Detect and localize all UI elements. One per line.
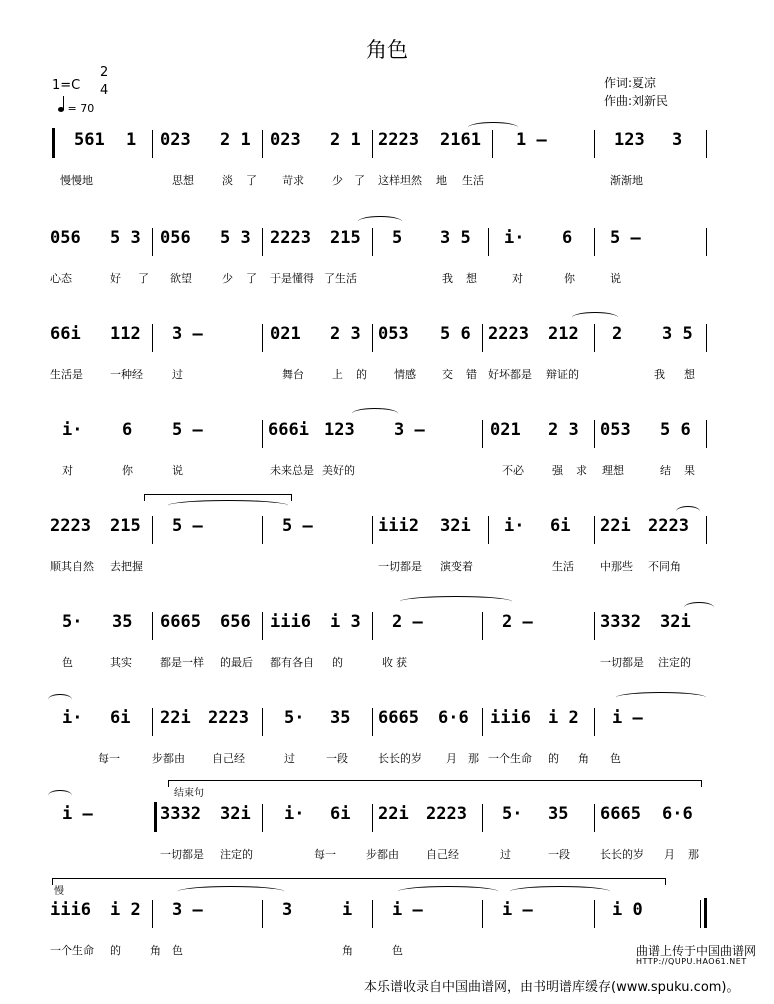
lyric: 生活是 — [50, 368, 83, 381]
lyric: 一个生命 — [50, 944, 94, 957]
note-group: i· — [62, 708, 83, 728]
lyric: 渐渐地 — [610, 174, 643, 187]
note-group: 5 – — [172, 420, 203, 440]
bar-line — [594, 228, 595, 256]
lyric: 地 — [436, 174, 447, 187]
bar-line — [262, 516, 263, 544]
lyric: 情感 — [394, 368, 416, 381]
lyric: 一段 — [548, 848, 570, 861]
note-group: 2223 — [378, 130, 419, 150]
lyric: 中那些 — [600, 560, 633, 573]
bar-line — [152, 130, 153, 158]
lyric: 注定的 — [220, 848, 253, 861]
lyric: 生活 — [552, 560, 574, 573]
note-group: 2223 — [488, 324, 529, 344]
lyric: 了 — [138, 272, 149, 285]
note-group: 5· — [62, 612, 83, 632]
lyric: 少 — [222, 272, 233, 285]
note-group: 2 – — [502, 612, 533, 632]
bar-line — [262, 804, 263, 832]
note-group: 3332 — [160, 804, 201, 824]
score-row-6 — [48, 610, 708, 690]
note-group: 215 — [330, 228, 361, 248]
note-group: 5· — [284, 708, 305, 728]
bar-line — [594, 708, 595, 736]
lyric: 步都由 — [366, 848, 399, 861]
lyric: 一切都是 — [600, 656, 644, 669]
note-group: 5 — [392, 228, 403, 248]
note-group: 2 1 — [330, 130, 361, 150]
composer: 作曲:刘新民 — [604, 94, 669, 108]
note-group: 22i — [378, 804, 409, 824]
note-group: 3 – — [172, 900, 203, 920]
lyric: 不必 — [502, 464, 524, 477]
note-group: 215 — [110, 516, 141, 536]
note-group: i – — [62, 804, 93, 824]
lyric: 好坏都是 — [488, 368, 532, 381]
lyric: 顺其自然 — [50, 560, 94, 573]
lyric: 演变着 — [440, 560, 473, 573]
note-group: 056 — [50, 228, 81, 248]
note-group: 32i — [660, 612, 691, 632]
note-group: 123 — [324, 420, 355, 440]
note-group: 1 — [126, 130, 137, 150]
lyric: 美好的 — [322, 464, 355, 477]
note-group: 1 – — [516, 130, 547, 150]
note-group: 5 – — [610, 228, 641, 248]
note-group: i· — [504, 516, 525, 536]
score-row-8 — [48, 788, 708, 882]
time-signature — [100, 64, 108, 100]
lyric: 的最后 — [220, 656, 253, 669]
note-group: 6 — [562, 228, 573, 248]
lyric: 过 — [172, 368, 183, 381]
key-signature: 1=C — [52, 78, 81, 93]
lyric: 我 — [654, 368, 665, 381]
bar-line — [372, 130, 373, 158]
score-row-2 — [48, 226, 708, 306]
bar-line — [488, 228, 489, 256]
bar-line — [488, 516, 489, 544]
note-group: 32i — [440, 516, 471, 536]
note-group: 112 — [110, 324, 141, 344]
lyric: 上 — [332, 368, 343, 381]
lyric: 角 — [150, 944, 161, 957]
time-top: 2 — [100, 65, 109, 80]
note-group: 3 5 — [662, 324, 693, 344]
lyric: 其实 — [110, 656, 132, 669]
bar-line — [482, 420, 483, 448]
lyric: 注定的 — [658, 656, 691, 669]
note-group: i – — [502, 900, 533, 920]
note-group: 2161 — [440, 130, 481, 150]
note-group: 3332 — [600, 612, 641, 632]
quarter-note-icon — [58, 107, 64, 112]
note-group: 023 — [270, 130, 301, 150]
note-group: 22i — [160, 708, 191, 728]
note-group: 6·6 — [438, 708, 469, 728]
note-group: 212 — [548, 324, 579, 344]
bar-line — [706, 324, 707, 352]
lyric: 那 — [468, 752, 479, 765]
note-group: 021 — [270, 324, 301, 344]
lyric: 去把握 — [110, 560, 143, 573]
slur — [510, 886, 610, 897]
bar-line — [152, 228, 153, 256]
lyric: 长长的岁 — [378, 752, 422, 765]
credits — [604, 74, 668, 110]
note-group: 6i — [110, 708, 131, 728]
lyric: 都有各自 — [270, 656, 314, 669]
bar-line — [594, 130, 595, 158]
lyric: 的 — [332, 656, 343, 669]
note-group: 2 — [612, 324, 623, 344]
bar-line — [482, 324, 483, 352]
lyric: 生活 — [462, 174, 484, 187]
bar-line — [372, 612, 373, 640]
note-group: 023 — [160, 130, 191, 150]
lyric: 你 — [122, 464, 133, 477]
slur — [168, 500, 288, 511]
bar-line — [594, 900, 595, 928]
bar-line — [706, 130, 707, 158]
lyric: 长长的岁 — [600, 848, 644, 861]
lyric: 过 — [500, 848, 511, 861]
bar-line — [372, 516, 373, 544]
lyric: 了 — [246, 272, 257, 285]
lyric: 的 — [356, 368, 367, 381]
note-group: i – — [612, 708, 643, 728]
lyric: 你 — [564, 272, 575, 285]
bar-line — [372, 228, 373, 256]
note-group: iii6 — [50, 900, 91, 920]
bar-line — [372, 804, 373, 832]
lyric: 强 — [552, 464, 563, 477]
slur — [616, 692, 706, 703]
bar-line — [262, 612, 263, 640]
lyric: 求 — [576, 464, 587, 477]
note-group: 66i — [50, 324, 81, 344]
slur — [468, 122, 518, 133]
lyric: 想 — [684, 368, 695, 381]
note-group: 053 — [600, 420, 631, 440]
lyric: 每一 — [314, 848, 336, 861]
lyric: 收 — [382, 656, 393, 669]
note-group: 2223 — [648, 516, 689, 536]
bar-line — [262, 130, 263, 158]
lyric: 角 — [578, 752, 589, 765]
note-group: 2223 — [50, 516, 91, 536]
bar-line — [706, 420, 707, 448]
lyric: 想 — [466, 272, 477, 285]
bar-line — [372, 324, 373, 352]
lyric: 交 — [442, 368, 453, 381]
lyric: 色 — [392, 944, 403, 957]
bar-line — [372, 708, 373, 736]
tempo-bracket — [52, 878, 666, 885]
lyric: 心态 — [50, 272, 72, 285]
note-group: 35 — [330, 708, 351, 728]
note-group: 3 – — [172, 324, 203, 344]
lyric: 的 — [548, 752, 559, 765]
note-group: 6·6 — [662, 804, 693, 824]
bar-line — [262, 420, 263, 448]
note-group: 656 — [220, 612, 251, 632]
note-group: 6665 — [378, 708, 419, 728]
lyric: 淡 — [222, 174, 233, 187]
lyric: 说 — [172, 464, 183, 477]
lyric: 月 — [446, 752, 457, 765]
lyric: 的 — [110, 944, 121, 957]
lyric: 色 — [62, 656, 73, 669]
score-row-5 — [48, 514, 708, 594]
note-group: i 2 — [110, 900, 141, 920]
note-group: 053 — [378, 324, 409, 344]
note-group: 5 6 — [660, 420, 691, 440]
bar-line — [594, 324, 595, 352]
bar-line — [262, 900, 263, 928]
lyric: 获 — [396, 656, 407, 669]
slur — [400, 596, 512, 607]
note-group: 5 3 — [110, 228, 141, 248]
lyric: 步都由 — [152, 752, 185, 765]
lyric: 了生活 — [324, 272, 357, 285]
bar-line — [152, 516, 153, 544]
bar-line — [706, 228, 707, 256]
note-group: 22i — [600, 516, 631, 536]
score-row-3 — [48, 322, 708, 402]
lyric: 慢慢地 — [60, 174, 93, 187]
repeat-start-bar — [154, 802, 157, 832]
tempo-marker: 慢 — [54, 886, 64, 897]
repeat-start-bar — [52, 128, 55, 158]
lyric: 了 — [354, 174, 365, 187]
site-url: HTTP://QUPU.HAO61.NET — [636, 957, 747, 966]
note-group: 123 — [614, 130, 645, 150]
lyric: 说 — [610, 272, 621, 285]
lyric: 都是一样 — [160, 656, 204, 669]
tempo-marking — [58, 102, 94, 115]
bar-line — [152, 708, 153, 736]
note-group: 2 3 — [548, 420, 579, 440]
note-group: 666i — [268, 420, 309, 440]
bar-line — [706, 516, 707, 544]
lyricist: 作词:夏凉 — [604, 76, 657, 90]
site-watermark: 曲谱上传于中国曲谱网 — [636, 944, 757, 958]
bar-line — [152, 324, 153, 352]
note-group: i· — [504, 228, 525, 248]
note-group: 5 6 — [440, 324, 471, 344]
note-group: 056 — [160, 228, 191, 248]
lyric: 每一 — [98, 752, 120, 765]
note-group: 2223 — [426, 804, 467, 824]
lyric: 理想 — [602, 464, 624, 477]
tempo-value: = 70 — [67, 102, 95, 115]
bar-line — [152, 612, 153, 640]
lyric: 自己经 — [426, 848, 459, 861]
note-group: 021 — [490, 420, 521, 440]
lyric: 一切都是 — [160, 848, 204, 861]
note-group: 5 3 — [220, 228, 251, 248]
bar-line — [594, 612, 595, 640]
note-group: 3 – — [394, 420, 425, 440]
lyric: 于是懂得 — [270, 272, 314, 285]
lyric: 一种经 — [110, 368, 143, 381]
note-group: 3 — [282, 900, 293, 920]
score-row-1 — [48, 128, 708, 208]
note-group: i — [342, 900, 353, 920]
bar-line — [594, 420, 595, 448]
slur — [352, 408, 398, 419]
note-group: i – — [392, 900, 423, 920]
note-group: 6i — [550, 516, 571, 536]
note-group: i· — [284, 804, 305, 824]
note-group: 35 — [112, 612, 133, 632]
bar-line — [262, 228, 263, 256]
note-group: 3 5 — [440, 228, 471, 248]
lyric: 欲望 — [170, 272, 192, 285]
lyric: 对 — [62, 464, 73, 477]
lyric: 舞台 — [282, 368, 304, 381]
note-group: 2 – — [392, 612, 423, 632]
lyric: 色 — [172, 944, 183, 957]
section-marker: 结束句 — [174, 788, 204, 799]
bar-line — [594, 804, 595, 832]
bar-line — [594, 516, 595, 544]
slur — [398, 886, 498, 897]
note-group: iii6 — [270, 612, 311, 632]
slur — [48, 694, 72, 705]
source-note: 本乐谱收录自中国曲谱网，由书明谱库缓存(www.spuku.com)。 — [364, 980, 740, 995]
bar-line — [152, 900, 153, 928]
note-group: 5 – — [282, 516, 313, 536]
note-group: 2 3 — [330, 324, 361, 344]
lyric: 我 — [442, 272, 453, 285]
note-group: iii6 — [490, 708, 531, 728]
lyric: 一个生命 — [488, 752, 532, 765]
score-row-4 — [48, 418, 708, 498]
lyric: 过 — [284, 752, 295, 765]
note-group: 2 1 — [220, 130, 251, 150]
lyric: 月 — [664, 848, 675, 861]
note-group: 6 — [122, 420, 133, 440]
final-bar-thin — [700, 900, 701, 928]
slur — [178, 886, 284, 897]
note-group: i 0 — [612, 900, 643, 920]
final-bar-thick — [704, 898, 707, 928]
lyric: 一切都是 — [378, 560, 422, 573]
bar-line — [482, 708, 483, 736]
slur — [48, 790, 72, 801]
lyric: 不同角 — [648, 560, 681, 573]
lyric: 那 — [688, 848, 699, 861]
slur — [676, 506, 700, 517]
bar-line — [482, 612, 483, 640]
slur — [684, 602, 714, 613]
score-row-7 — [48, 706, 708, 786]
bar-line — [492, 130, 493, 158]
note-group: i· — [62, 420, 83, 440]
lyric: 少 — [332, 174, 343, 187]
note-group: 5 – — [172, 516, 203, 536]
lyric: 一段 — [326, 752, 348, 765]
time-bottom: 4 — [100, 83, 109, 98]
lyric: 果 — [684, 464, 695, 477]
bar-line — [482, 804, 483, 832]
lyric: 苛求 — [282, 174, 304, 187]
lyric: 对 — [512, 272, 523, 285]
lyric: 这样坦然 — [378, 174, 422, 187]
bar-line — [482, 900, 483, 928]
note-group: 35 — [548, 804, 569, 824]
note-group: iii2 — [378, 516, 419, 536]
lyric: 了 — [246, 174, 257, 187]
bar-line — [262, 324, 263, 352]
note-group: 32i — [220, 804, 251, 824]
lyric: 错 — [466, 368, 477, 381]
note-group: 5· — [502, 804, 523, 824]
note-group: 6665 — [600, 804, 641, 824]
lyric: 思想 — [172, 174, 194, 187]
lyric: 未来总是 — [270, 464, 314, 477]
note-group: 6i — [330, 804, 351, 824]
score-row-9 — [48, 886, 708, 978]
page-title: 角色 — [366, 38, 408, 62]
lyric: 色 — [610, 752, 621, 765]
lyric: 辩证的 — [546, 368, 579, 381]
bar-line — [262, 708, 263, 736]
note-group: 2223 — [208, 708, 249, 728]
note-group: i 2 — [548, 708, 579, 728]
bar-line — [372, 900, 373, 928]
lyric: 结 — [660, 464, 671, 477]
note-group: 561 — [74, 130, 105, 150]
note-group: 3 — [672, 130, 683, 150]
note-group: 2223 — [270, 228, 311, 248]
lyric: 好 — [110, 272, 121, 285]
note-group: i 3 — [330, 612, 361, 632]
lyric: 自己经 — [212, 752, 245, 765]
coda-bracket — [168, 780, 702, 787]
lyric: 角 — [342, 944, 353, 957]
note-group: 6665 — [160, 612, 201, 632]
